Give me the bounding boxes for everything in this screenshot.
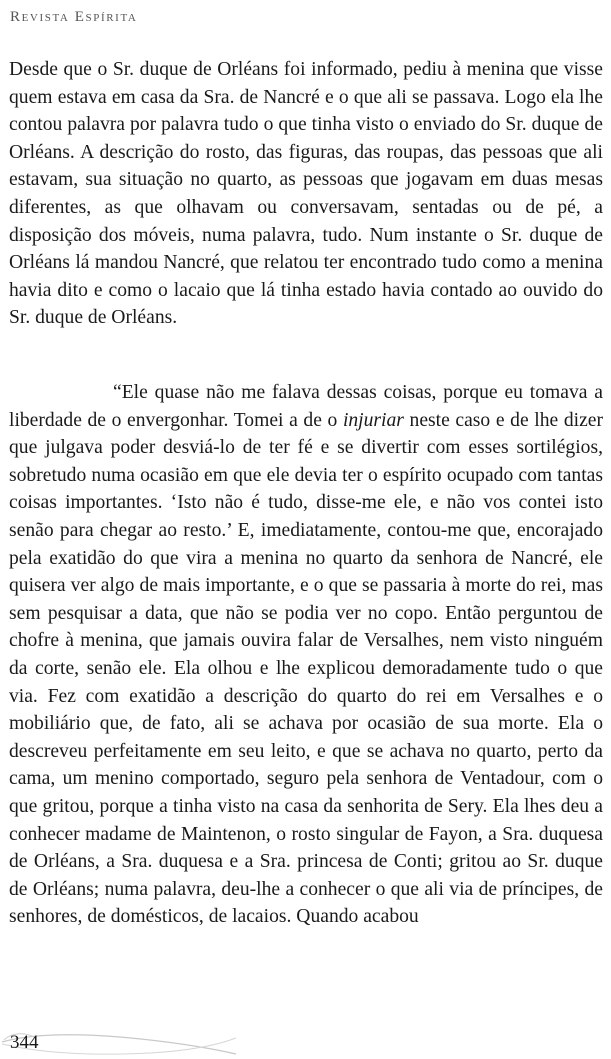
emphasized-word: injuriar <box>342 409 404 431</box>
body-paragraph <box>9 379 603 931</box>
paragraph-text-segment: “Ele quase não me falava dessas coisas, porque eu tomava a liberdade de o envergonhar. Tomei a de o <box>9 382 603 431</box>
running-header: Revista Espírita <box>10 9 138 25</box>
paragraph-text-segment: neste caso e de lhe dizer que julgava poder desviá-lo de ter fé e se divertir com esses sortilégios, sobretudo numa ocasião em que ele devia ter o espírito ocupado com tantas coisas importantes. ‘Isto não é tudo, disse-me ele, e não vos contei isto senão para chegar ao resto.’ E, imediatamente, contou-me que, encorajado pela exatidão do que vira a menina no quarto da senhora de Nancré, ele quisera ver algo de mais importante, e o que se passaria à morte do rei, mas sem pesquisar a data, que não se podia ver no copo. Então perguntou de chofre à menina, que jamais ouvira falar de Versalhes, nem visto ninguém da corte, senão ele. Ela olhou e lhe explicou demoradamente tudo o que via. Fez com exatidão a descrição do quarto do rei em Versalhes e o mobiliário que, de fato, ali se achava por ocasião de sua morte. Ela o descreveu perfeitamente em seu leito, e que se achava no quarto, perto da cama, um menino comportado, seguro pela senhora de Ventadour, com o que gritou, porque a tinha visto na casa da senhorita de Sery. Ela lhes deu a conhecer madame de Maintenon, o rosto singular de Fayon, a Sra. duquesa de Orléans, a Sra. duquesa e a Sra. princesa de Conti; gritou ao Sr. duque de Orléans; numa palavra, deu-lhe a conhecer o que ali via de príncipes, de senhores, de domésticos, de lacaios. Quando acabou <box>9 409 603 928</box>
page-number: 344 <box>10 1032 39 1053</box>
body-paragraph: Desde que o Sr. duque de Orléans foi informado, pediu à menina que visse quem estava em casa da Sra. de Nancré e o que ali se passava. Logo ela lhe contou palavra por palavra tudo o que tinha visto o enviado do Sr. duque de Orléans. A descrição do rosto, das figuras, das roupas, das pessoas que ali estavam, sua situação no quarto, as pessoas que jogavam em duas mesas diferentes, as que olhavam ou conversavam, sentadas ou de pé, a disposição dos móveis, numa palavra, tudo. Num instante o Sr. duque de Orléans lá mandou Nancré, que relatou ter encontrado tudo como a menina havia dito e como o lacaio que lá tinha estado havia contado ao ouvido do Sr. duque de Orléans. <box>9 59 603 329</box>
